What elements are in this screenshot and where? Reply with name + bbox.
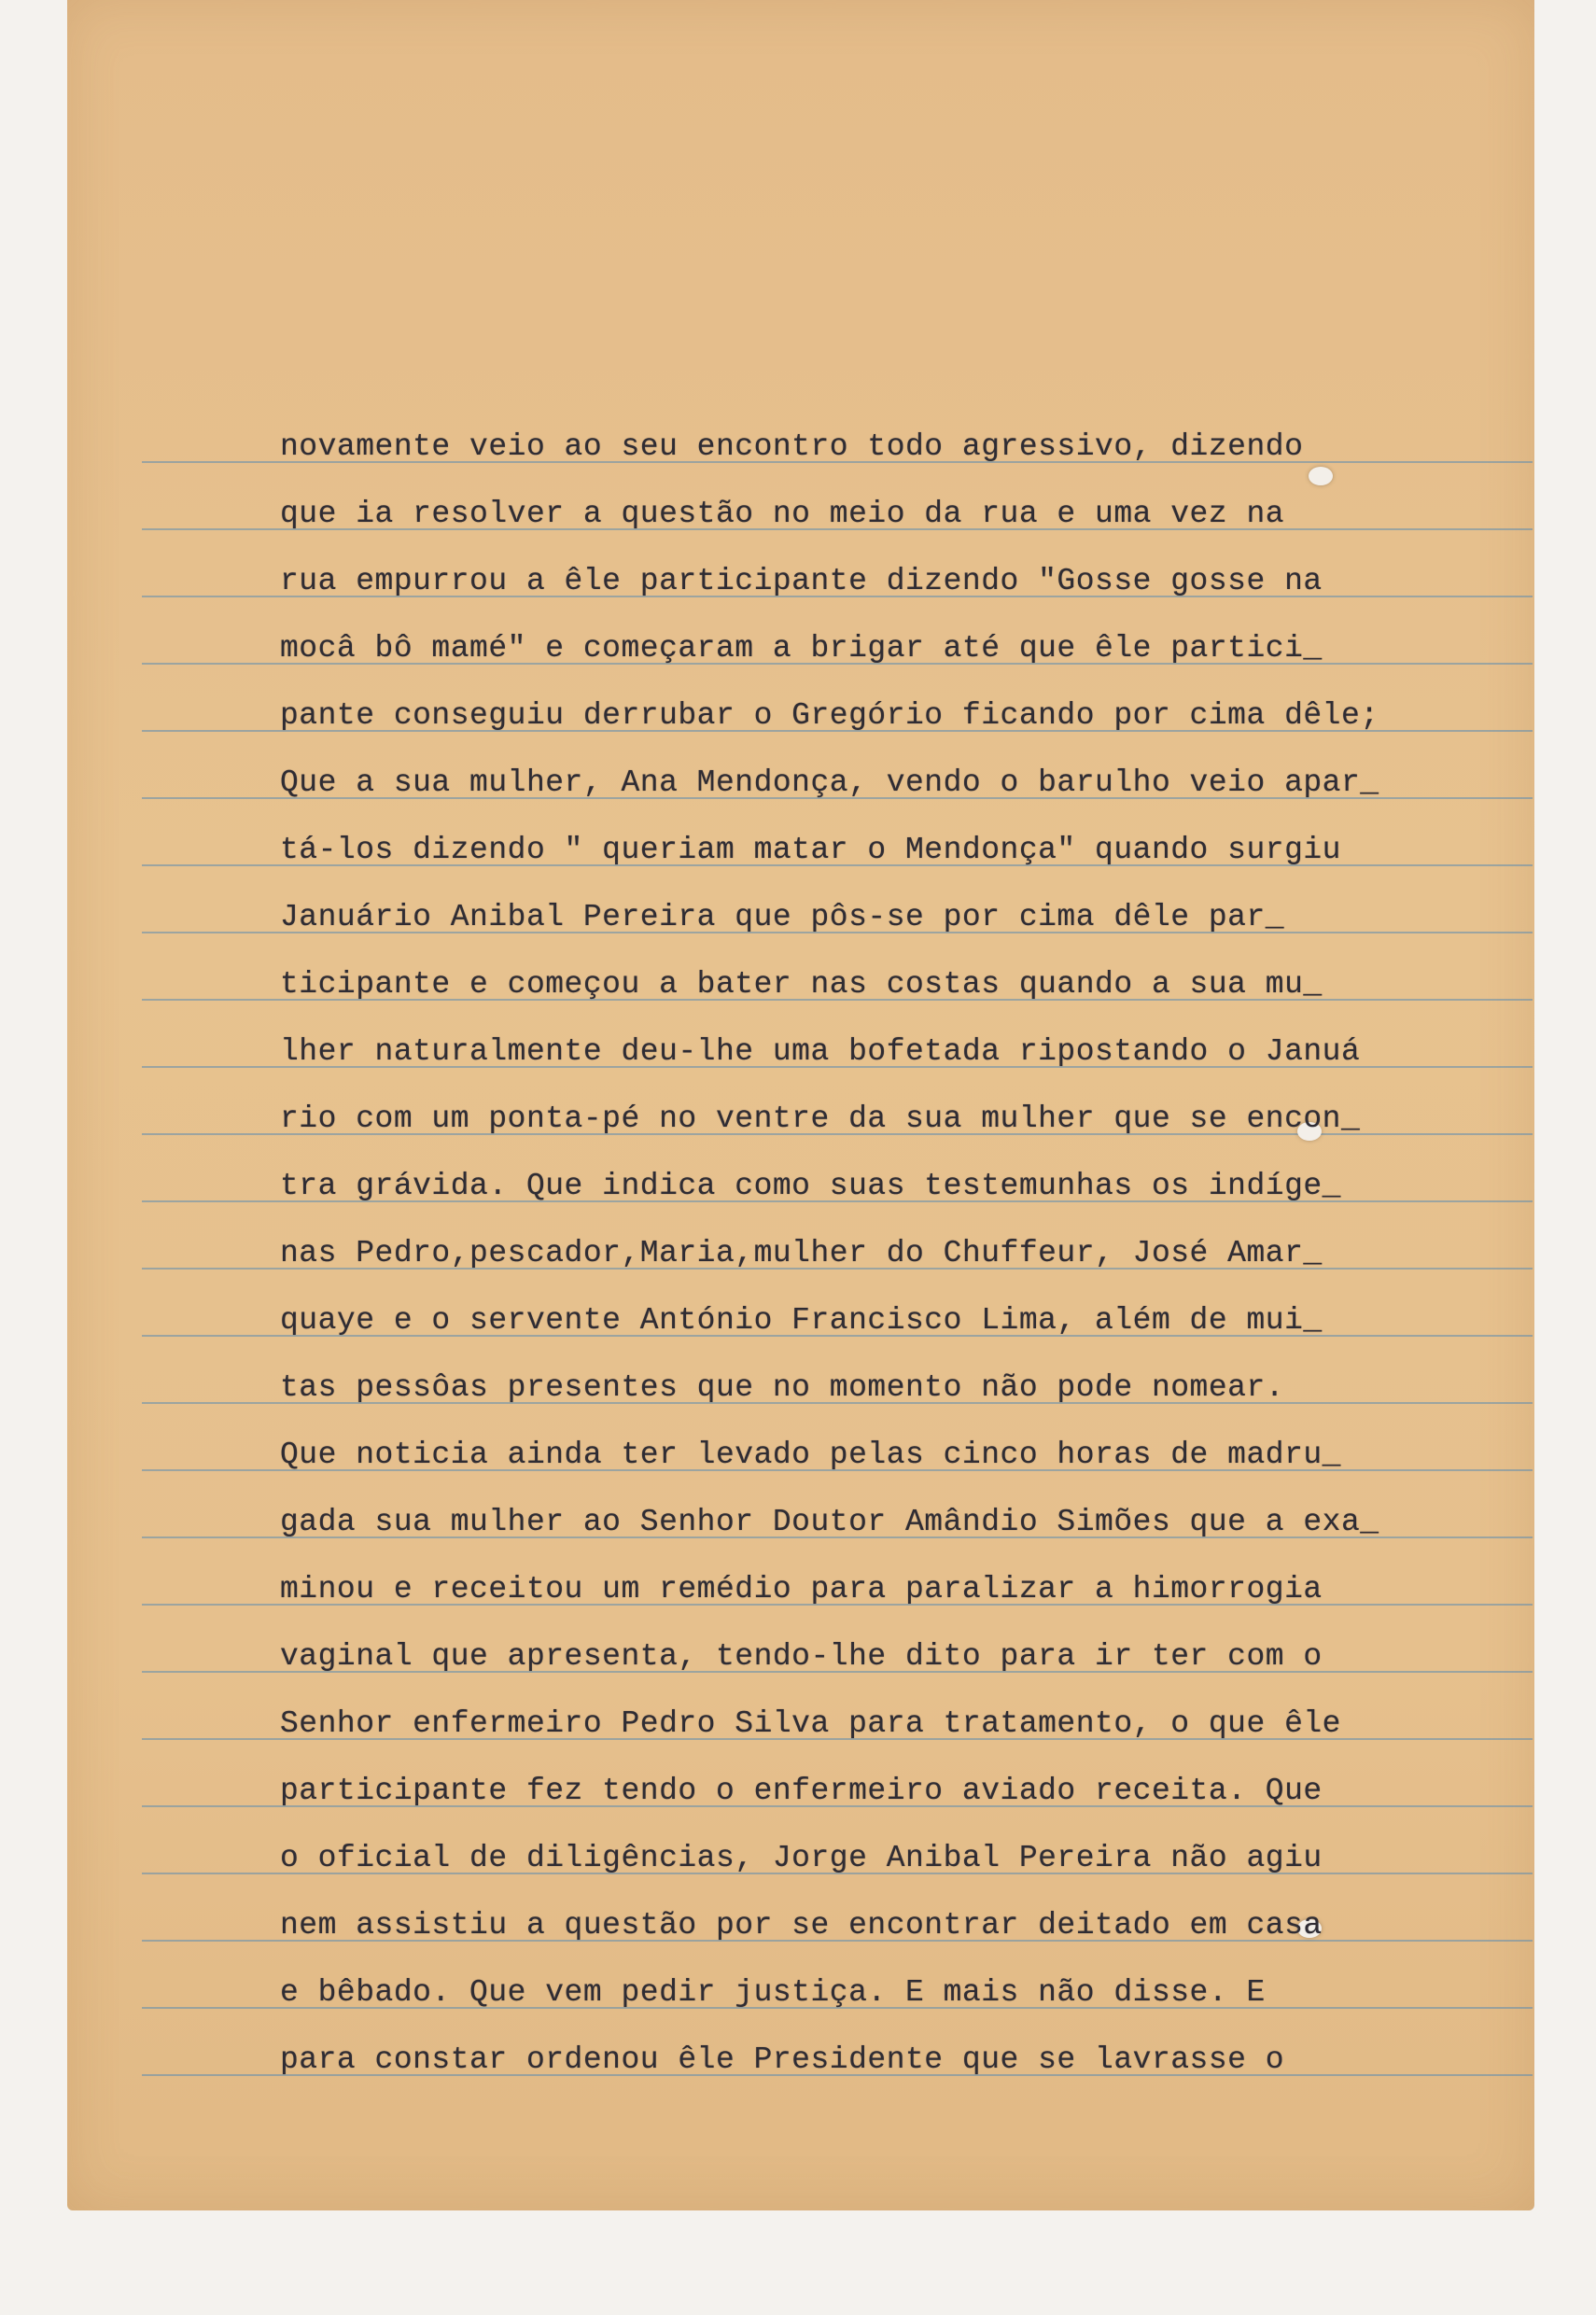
text-line: rio com um ponta-pé no ventre da sua mulher que se encon_ [280, 1101, 1361, 1136]
document-page [67, 0, 1534, 2210]
text-line: Januário Anibal Pereira que pôs-se por cima dêle par_ [280, 900, 1285, 934]
text-line: que ia resolver a questão no meio da rua e uma vez na [280, 497, 1285, 531]
text-line: tas pessôas presentes que no momento não pode nomear. [280, 1370, 1285, 1405]
text-line: rua empurrou a êle participante dizendo "Gosse gosse na [280, 564, 1323, 598]
text-line: Que a sua mulher, Ana Mendonça, vendo o barulho veio apar_ [280, 765, 1379, 800]
text-line: Que noticia ainda ter levado pelas cinco horas de madru_ [280, 1438, 1341, 1472]
text-line: minou e receitou um remédio para paralizar a himorrogia [280, 1572, 1323, 1606]
text-line: mocâ bô mamé" e começaram a brigar até que êle partici_ [280, 631, 1323, 666]
text-line: e bêbado. Que vem pedir justiça. E mais não disse. E [280, 1975, 1266, 2010]
text-line: Senhor enfermeiro Pedro Silva para tratamento, o que êle [280, 1706, 1341, 1741]
text-line: novamente veio ao seu encontro todo agressivo, dizendo [280, 429, 1304, 464]
text-line: o oficial de diligências, Jorge Anibal Pereira não agiu [280, 1841, 1323, 1875]
paper-hole [1309, 467, 1333, 485]
text-line: gada sua mulher ao Senhor Doutor Amândio Simões que a exa_ [280, 1505, 1379, 1539]
text-line: pante conseguiu derrubar o Gregório ficando por cima dêle; [280, 698, 1379, 733]
text-line: participante fez tendo o enfermeiro aviado receita. Que [280, 1774, 1323, 1808]
text-line: nem assistiu a questão por se encontrar deitado em casa [280, 1908, 1323, 1943]
text-line: tá-los dizendo " queriam matar o Mendonça" quando surgiu [280, 833, 1341, 867]
text-line: para constar ordenou êle Presidente que se lavrasse o [280, 2042, 1285, 2077]
text-line: quaye e o servente António Francisco Lima, além de mui_ [280, 1303, 1323, 1338]
text-line: lher naturalmente deu-lhe uma bofetada ripostando o Januá [280, 1034, 1361, 1069]
text-line: tra grávida. Que indica como suas testemunhas os indíge_ [280, 1169, 1341, 1203]
text-line: nas Pedro,pescador,Maria,mulher do Chuffeur, José Amar_ [280, 1236, 1323, 1270]
text-line: vaginal que apresenta, tendo-lhe dito para ir ter com o [280, 1639, 1323, 1674]
text-line: ticipante e começou a bater nas costas quando a sua mu_ [280, 967, 1323, 1002]
